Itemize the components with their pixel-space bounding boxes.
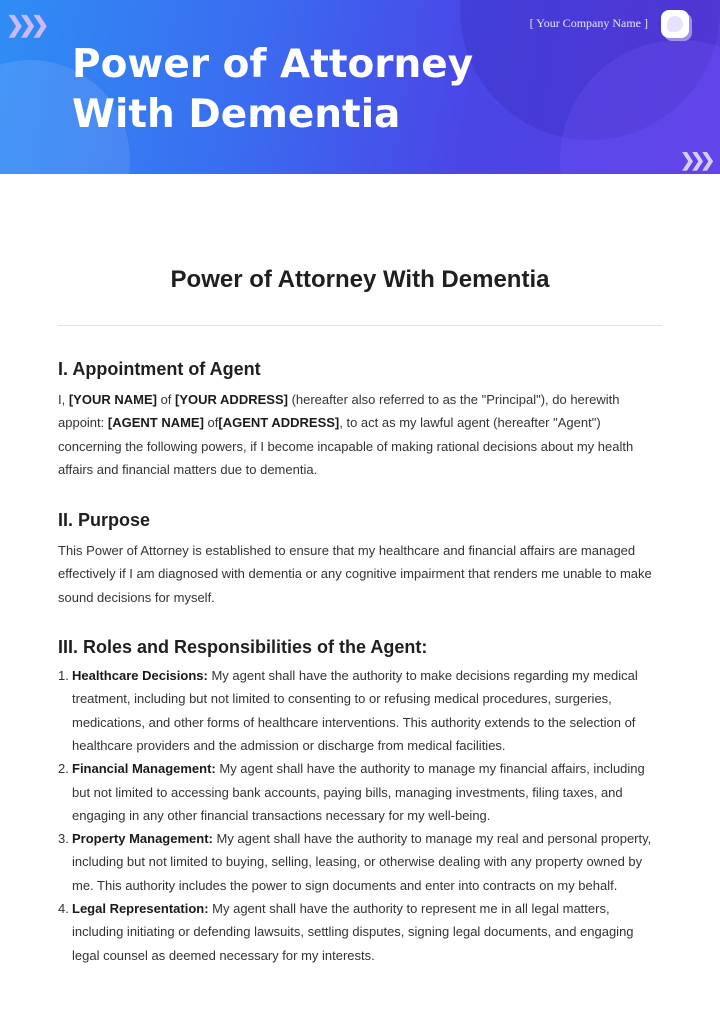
list-item <box>58 664 662 757</box>
list-item <box>58 827 662 897</box>
chevrons-icon: ❯❯❯ <box>6 12 44 37</box>
section-roles <box>58 634 662 967</box>
company-logo-icon <box>661 10 689 38</box>
divider <box>58 325 662 326</box>
item-text: My agent shall have the authority to manage my financial affairs, including but not limited to accessing bank accounts, paying bills, managing investments, filing taxes, and engaging in any other financial transactions necessary for my well-being. <box>72 761 645 823</box>
list-item <box>58 757 662 827</box>
item-label: Healthcare Decisions: <box>72 668 208 684</box>
section-heading: II. Purpose <box>58 510 151 531</box>
section-appointment <box>58 356 662 481</box>
document-title: Power of Attorney With Dementia <box>170 266 550 293</box>
section-purpose <box>58 507 662 609</box>
document-body <box>58 356 662 967</box>
item-text: My agent shall have the authority to manage my real and personal property, including but not limited to buying, selling, leasing, or otherwise dealing with any property owned by me. This authority includes the power to sign documents and enter into contracts on my behalf. <box>72 831 652 893</box>
header-banner <box>0 0 720 174</box>
list-number: 4. <box>58 901 69 917</box>
purpose-paragraph: This Power of Attorney is established to ensure that my healthcare and financial affairs are managed effectively if I am diagnosed with dementia or any cognitive impairment that renders me unable to make sound decisions for myself. <box>58 543 652 605</box>
roles-list <box>58 664 662 967</box>
company-name: [ Your Company Name ] <box>529 16 648 30</box>
text-run: (hereafter also referred to as the "Principal"), do herewith appoint: <box>58 392 620 431</box>
section-heading: I. Appointment of Agent <box>58 359 261 379</box>
placeholder-agent-name: [AGENT NAME] <box>107 415 204 431</box>
placeholder-your-address: [YOUR ADDRESS] <box>175 392 288 407</box>
text-run: of <box>203 415 219 431</box>
item-label: Legal Representation: <box>72 901 209 917</box>
list-number: 1. <box>58 668 69 684</box>
item-text: My agent shall have the authority to make decisions regarding my medical treatment, including but not limited to consenting to or refusing medical procedures, surgeries, medications, and other forms of healthcare interventions. This authority extends to the selection of healthcare providers and the admission or discharge from medical facilities. <box>72 668 638 753</box>
placeholder-agent-address: [AGENT ADDRESS] <box>218 415 340 431</box>
section-heading: III. Roles and Responsibilities of the Agent: <box>58 637 428 658</box>
item-text: My agent shall have the authority to represent me in all legal matters, including initiating or defending lawsuits, settling disputes, signing legal documents, and engaging legal counsel as deemed necessary for my interests. <box>72 901 634 963</box>
chevrons-icon: ❯❯❯ <box>680 150 711 170</box>
item-label: Property Management: <box>72 831 213 847</box>
text-run: I, <box>58 392 69 407</box>
appointment-paragraph <box>58 388 662 481</box>
item-label: Financial Management: <box>72 761 216 777</box>
list-number: 3. <box>58 831 69 847</box>
banner-title: Power of Attorney With Dementia <box>72 42 474 137</box>
placeholder-your-name: [YOUR NAME] <box>68 392 157 407</box>
list-item <box>58 897 662 967</box>
text-run: , to act as my lawful agent (hereafter "Agent") concerning the following powers, if I become incapable of making rational decisions about my health affairs and financial matters due to dementia. <box>58 415 634 477</box>
text-run: of <box>156 392 176 407</box>
list-number: 2. <box>58 761 69 777</box>
